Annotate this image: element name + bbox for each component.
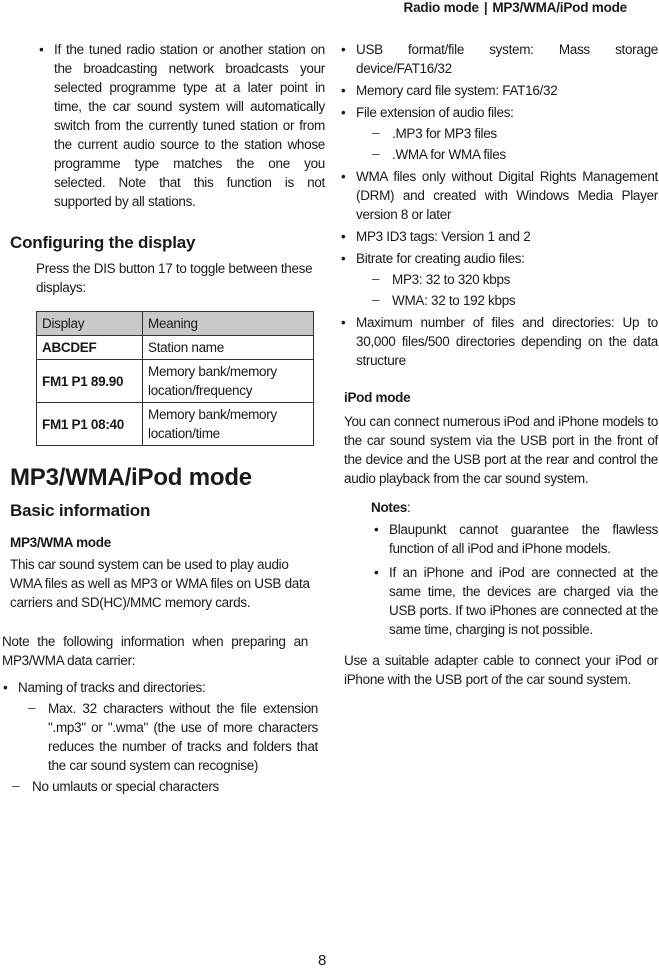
spec-bullet: [338, 313, 658, 370]
spec-bullet: [338, 167, 658, 224]
spec-bullet: [338, 103, 658, 122]
basic-info-heading: Basic information: [10, 501, 151, 520]
display-intro: Press the DIS button 17 to toggle between these displays:: [36, 261, 313, 295]
mp3-mode-text: This car sound system can be used to play audio WMA files as well as MP3 or WMA files on USB data carriers and SD(HC)/MMC memory cards.: [10, 557, 310, 610]
tuned-station-bullet: [36, 40, 325, 211]
table-cell-meaning: Memory bank/memory location/frequency: [143, 360, 314, 403]
spec-bullet-text: • WMA files only without Digital Rights Management (DRM) and created with Windows Media Player version 8 or later: [356, 169, 658, 222]
ext-dash-text: – .MP3 for MP3 files: [392, 126, 497, 141]
table-header-display: Display: [37, 312, 143, 336]
bitrate-dash-text: – WMA: 32 to 192 kbps: [392, 293, 516, 308]
mode-heading: MP3/WMA/iPod mode: [10, 464, 252, 491]
notes-colon: :: [407, 500, 411, 515]
note-bullet: [371, 520, 658, 558]
table-cell-display: FM1 P1 08:40: [37, 403, 143, 446]
header-section-mp3: MP3/WMA/iPod mode: [492, 0, 627, 15]
spec-bullet-text: • USB format/file system: Mass storage device/FAT16/32: [356, 42, 658, 76]
table-row: [37, 403, 314, 446]
note-text: Note the following information when preparing an MP3/WMA data carrier:: [2, 634, 308, 668]
note-bullet-text: • Blaupunkt cannot guarantee the flawless function of all iPod and iPhone models.: [389, 522, 658, 556]
spec-bullet: [338, 249, 658, 268]
spec-bullet-text: • Maximum number of files and directories: Up to 30,000 files/500 directories depending on the data structure: [356, 315, 658, 368]
table-row: [37, 336, 314, 360]
header-section-radio: Radio mode: [403, 0, 479, 15]
bitrate-dash: [368, 291, 658, 310]
note-bullet: [371, 563, 658, 639]
display-heading: Configuring the display: [10, 233, 196, 252]
notes-label: Notes: [371, 500, 408, 515]
header-separator: |: [483, 0, 488, 15]
tuned-station-text: • If the tuned radio station or another station on the broadcasting network broadcasts your selected programme type at a later point in time, the car sound system will automatically switch from the currently tuned station or from the current audio source to the station whose programme type matches the one you selected. Note that this function is not supported by all stations.: [54, 42, 325, 209]
ipod-mode-heading: iPod mode: [344, 390, 411, 405]
table-cell-meaning: Memory bank/memory location/time: [143, 403, 314, 446]
spec-bullet-text: • Bitrate for creating audio files:: [356, 251, 525, 266]
spec-bullet-text: • Memory card file system: FAT16/32: [356, 83, 558, 98]
table-header-meaning: Meaning: [143, 312, 314, 336]
bitrate-dash: [368, 270, 658, 289]
table-cell-display: FM1 P1 89.90: [37, 360, 143, 403]
adapter-text: Use a suitable adapter cable to connect your iPod or iPhone with the USB port of the car sound system.: [344, 653, 658, 687]
naming-dash-2-text: – No umlauts or special characters: [32, 779, 219, 794]
page-header: [404, 0, 627, 19]
spec-bullet-text: • MP3 ID3 tags: Version 1 and 2: [356, 229, 531, 244]
table-cell-display: ABCDEF: [37, 336, 143, 360]
display-table: [36, 311, 314, 446]
naming-bullet-text: • Naming of tracks and directories:: [18, 680, 206, 695]
spec-bullet: [338, 40, 658, 78]
table-row: [37, 360, 314, 403]
naming-dash-2: [8, 777, 322, 796]
spec-bullet: [338, 227, 658, 246]
ipod-mode-text: You can connect numerous iPod and iPhone models to the car sound system via the USB port in the front of the device and the USB port at the rear and control the audio playback from the car sound system.: [344, 414, 658, 486]
spec-bullet: [338, 81, 658, 100]
table-cell-meaning: Station name: [143, 336, 314, 360]
naming-dash-1-text: – Max. 32 characters without the file extension ".mp3" or ".wma" (the use of more characters reduces the number of tracks and folders that the car sound system can recognise): [48, 701, 318, 773]
bitrate-dash-text: – MP3: 32 to 320 kbps: [392, 272, 511, 287]
ext-dash-text: – .WMA for WMA files: [392, 147, 506, 162]
naming-dash-1: [24, 699, 318, 775]
left-column: [0, 40, 325, 798]
right-column: [338, 40, 658, 689]
ext-dash: [368, 124, 658, 143]
ext-dash: [368, 145, 658, 164]
note-bullet-text: • If an iPhone and iPod are connected at the same time, the devices are charged via the USB ports. If two iPhones are connected at the same time, charging is not possible.: [389, 565, 658, 637]
notes-block: [371, 498, 658, 517]
mp3-mode-subheading: MP3/WMA mode: [10, 535, 111, 550]
spec-bullet-text: • File extension of audio files:: [356, 105, 514, 120]
page-number: 8: [318, 952, 327, 969]
table-header-row: [37, 312, 314, 336]
naming-bullet: [0, 678, 318, 697]
